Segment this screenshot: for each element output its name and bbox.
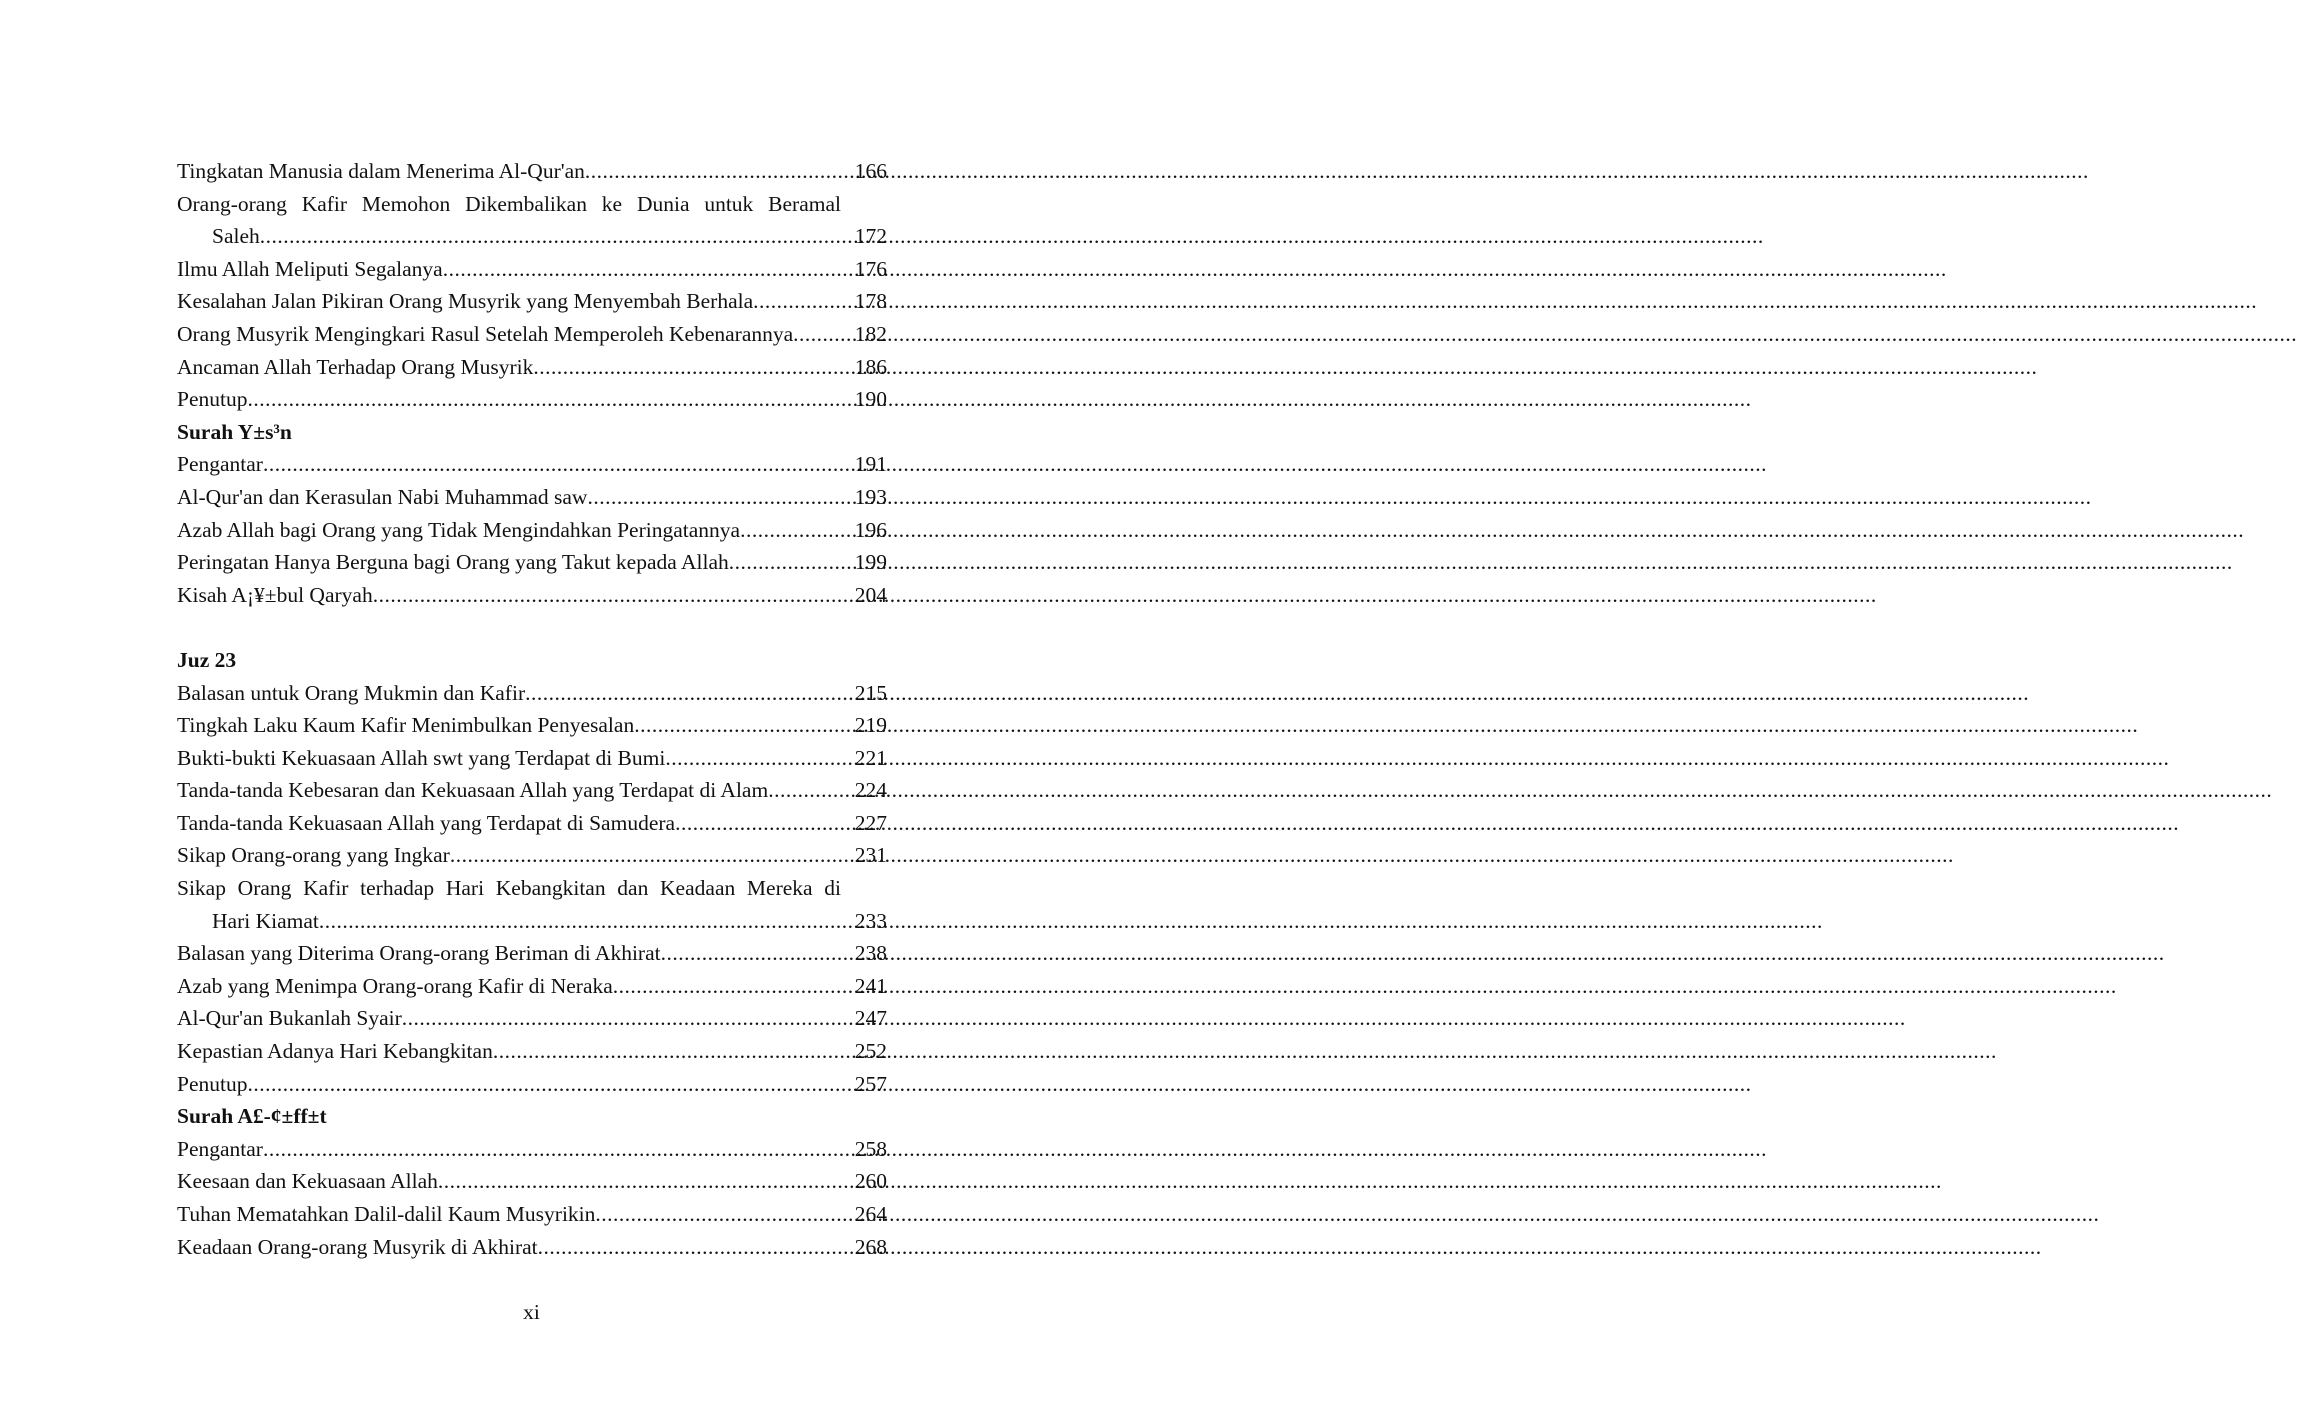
toc-entry-title: Azab Allah bagi Orang yang Tidak Mengindahkan Peringatannya — [177, 517, 741, 542]
toc-entry-page: 260 — [854, 1169, 887, 1194]
toc-entry-title: Balasan yang Diterima Orang-orang Beriman di Akhirat — [177, 941, 661, 966]
toc-entry — [177, 1198, 887, 1231]
toc-entry-page: 186 — [854, 354, 887, 379]
toc-entry-page: 241 — [854, 973, 887, 998]
toc-entry-title: Penutup — [177, 387, 248, 412]
toc-entry-title-line2: Saleh — [212, 224, 260, 249]
toc-entry — [177, 579, 887, 612]
toc-entry-first-line — [177, 188, 841, 221]
toc-entry-page: 172 — [854, 224, 887, 249]
toc-entry-page: 166 — [854, 159, 887, 183]
toc-entry-page: 219 — [854, 713, 887, 738]
section-spacer — [177, 611, 887, 644]
toc-entry-page: 199 — [854, 550, 887, 575]
toc-entry-page: 252 — [854, 1039, 887, 1064]
toc-entry — [177, 709, 887, 742]
toc-entry-title: Tanda-tanda Kekuasaan Allah yang Terdapat di Samudera — [177, 810, 676, 835]
toc-entry — [177, 970, 887, 1003]
toc-entry-title: Azab yang Menimpa Orang-orang Kafir di Neraka — [177, 973, 613, 998]
toc-entry-title: Al-Qur'an Bukanlah Syair — [177, 1006, 402, 1031]
toc-entry-title: Bukti-bukti Kekuasaan Allah swt yang Terdapat di Bumi — [177, 745, 666, 770]
toc-entry — [177, 253, 887, 286]
section-heading-surah-yasin: Surah Y±s³n — [177, 419, 292, 444]
toc-entry — [177, 1165, 887, 1198]
toc-entry-page: 221 — [854, 745, 887, 770]
toc-entry-page: 257 — [854, 1071, 887, 1096]
toc-entry — [177, 546, 887, 579]
dot-leader — [585, 155, 831, 188]
toc-entry — [177, 742, 887, 775]
toc-entry-title: Kepastian Adanya Hari Kebangkitan — [177, 1039, 493, 1064]
toc-entry — [177, 937, 887, 970]
dot-leader — [729, 546, 831, 579]
dot-leader — [533, 351, 831, 384]
toc-entry-title: Pengantar — [177, 452, 263, 477]
toc-entry-title: Kesalahan Jalan Pikiran Orang Musyrik yang Menyembah Berhala — [177, 289, 754, 314]
toc-entry — [177, 481, 887, 514]
toc-entry — [177, 905, 887, 938]
toc-entry-page: 264 — [854, 1202, 887, 1226]
toc-entry-page: 227 — [854, 810, 887, 835]
toc-entry-title-line2: Hari Kiamat — [212, 908, 319, 933]
dot-leader — [373, 579, 831, 612]
toc-entry-title: Orang Musyrik Mengingkari Rasul Setelah Memperoleh Kebenarannya — [177, 321, 794, 346]
dot-leader — [661, 937, 831, 970]
toc-entry-page: 224 — [854, 778, 887, 803]
toc-entry — [177, 318, 887, 351]
table-of-contents — [177, 155, 887, 1263]
toc-entry-page: 204 — [854, 582, 887, 607]
dot-leader — [634, 709, 831, 742]
toc-entry — [177, 1133, 887, 1166]
dot-leader — [260, 220, 831, 253]
toc-entry-page: 268 — [854, 1234, 887, 1259]
dot-leader — [450, 839, 831, 872]
dot-leader — [613, 970, 831, 1003]
dot-leader — [247, 383, 831, 416]
toc-entry-page: 190 — [854, 387, 887, 412]
dot-leader — [587, 481, 831, 514]
toc-entry-page: 247 — [854, 1006, 887, 1031]
toc-entry-page: 258 — [854, 1136, 887, 1161]
dot-leader — [525, 677, 831, 710]
toc-entry — [177, 285, 887, 318]
dot-leader — [438, 1165, 831, 1198]
toc-entry-page: 193 — [854, 484, 887, 509]
toc-entry — [177, 220, 887, 253]
toc-entry-page: 178 — [854, 289, 887, 314]
toc-entry — [177, 1068, 887, 1101]
section-heading-surah-as-saffat: Surah A£-¢±ff±t — [177, 1104, 327, 1129]
toc-entry-page: 233 — [854, 908, 887, 933]
toc-entry — [177, 448, 887, 481]
toc-entry — [177, 1002, 887, 1035]
toc-entry-title: Kisah A¡¥±bul Qaryah — [177, 582, 373, 607]
toc-entry — [177, 839, 887, 872]
dot-leader — [595, 1198, 831, 1231]
toc-entry-title: Penutup — [177, 1071, 248, 1096]
toc-entry — [177, 1035, 887, 1068]
dot-leader — [319, 905, 831, 938]
dot-leader — [665, 742, 831, 775]
toc-entry-title: Keadaan Orang-orang Musyrik di Akhirat — [177, 1234, 538, 1259]
toc-entry-title: Al-Qur'an dan Kerasulan Nabi Muhammad saw — [177, 484, 588, 509]
toc-entry-title: Pengantar — [177, 1136, 263, 1161]
toc-entry — [177, 677, 887, 710]
toc-entry-page: 176 — [854, 256, 887, 281]
toc-entry — [177, 155, 887, 188]
toc-entry-page: 191 — [854, 452, 887, 477]
dot-leader — [263, 1133, 831, 1166]
dot-leader — [793, 318, 831, 351]
toc-entry-title: Keesaan dan Kekuasaan Allah — [177, 1169, 438, 1194]
toc-entry-first-line — [177, 872, 841, 905]
dot-leader — [675, 807, 831, 840]
dot-leader — [768, 774, 831, 807]
toc-entry-page: 215 — [854, 680, 887, 705]
toc-entry-title-line1: Sikap Orang Kafir terhadap Hari Kebangkitan dan Keadaan Mereka di — [177, 876, 841, 901]
toc-entry-page: 231 — [854, 843, 887, 868]
dot-leader — [263, 448, 831, 481]
toc-entry-title: Ancaman Allah Terhadap Orang Musyrik — [177, 354, 534, 379]
dot-leader — [493, 1035, 831, 1068]
toc-entry — [177, 774, 887, 807]
toc-entry-page: 182 — [854, 321, 887, 346]
dot-leader — [443, 253, 831, 286]
toc-entry — [177, 383, 887, 416]
toc-entry-title: Tingkatan Manusia dalam Menerima Al-Qur'an — [177, 159, 585, 183]
dot-leader — [740, 514, 831, 547]
toc-entry-title: Sikap Orang-orang yang Ingkar — [177, 843, 450, 868]
dot-leader — [247, 1068, 831, 1101]
dot-leader — [402, 1002, 831, 1035]
dot-leader — [753, 285, 831, 318]
toc-entry — [177, 351, 887, 384]
toc-entry-title: Peringatan Hanya Berguna bagi Orang yang Takut kepada Allah — [177, 550, 729, 575]
toc-entry-title: Tanda-tanda Kebesaran dan Kekuasaan Allah yang Terdapat di Alam — [177, 778, 769, 803]
toc-entry-page: 238 — [854, 941, 887, 966]
toc-entry — [177, 1231, 887, 1264]
toc-entry-title: Ilmu Allah Meliputi Segalanya — [177, 256, 443, 281]
page-number: xi — [523, 1300, 540, 1324]
toc-entry-page: 196 — [854, 517, 887, 542]
toc-entry-title: Tuhan Mematahkan Dalil-dalil Kaum Musyrikin — [177, 1202, 596, 1226]
toc-entry — [177, 807, 887, 840]
toc-entry-title-line1: Orang-orang Kafir Memohon Dikembalikan ke Dunia untuk Beramal — [177, 191, 841, 216]
section-heading-juz-23: Juz 23 — [177, 647, 237, 672]
toc-entry — [177, 514, 887, 547]
dot-leader — [538, 1231, 831, 1264]
toc-entry-title: Balasan untuk Orang Mukmin dan Kafir — [177, 680, 526, 705]
toc-entry-title: Tingkah Laku Kaum Kafir Menimbulkan Penyesalan — [177, 713, 635, 738]
